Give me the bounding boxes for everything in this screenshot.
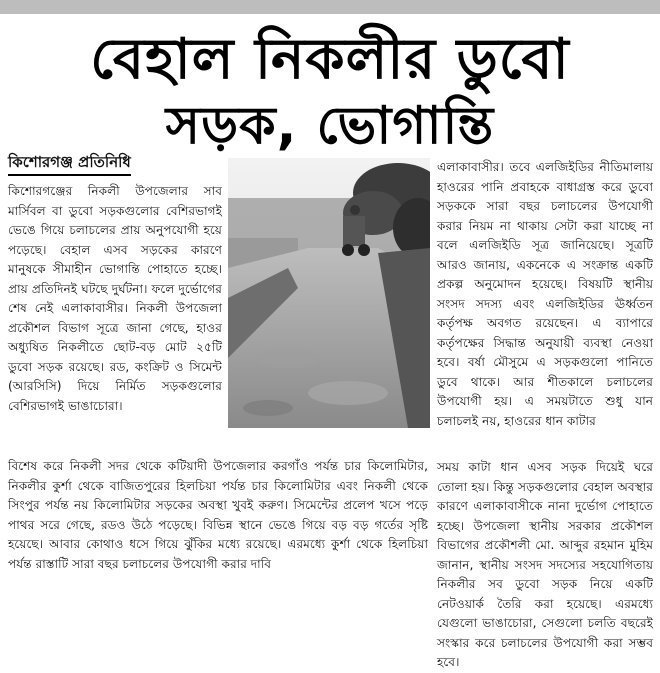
top-rule <box>0 0 660 14</box>
headline-line-2: সড়ক, ভোগান্তি <box>165 96 495 156</box>
article-right-column: এলাকাবাসীর। তবে এলজিইডির নীতিমালায় হাওরের পানি প্রবাহকে বাধাগ্রস্ত করে ডুবো সড়ককে সারা বছর চলাচলের উপযোগী করার নিয়ম না থাকায় সেটা করা যাচ্ছে না বলে এলজিইডি সূত্র জানিয়েছে। সূত্রটি আরও জানায়, একনেকে এ সংক্রান্ত একটি প্রকল্প অনুমোদন হয়েছে। বিষয়টি স্থানীয় সংসদ সদস্য এবং এলজিইডির ঊর্ধ্বতন কর্তৃপক্ষ অবগত রয়েছেন। এ ব্যাপারে কর্তৃপক্ষের সিদ্ধান্ত অনুযায়ী ব্যবস্থা নেওয়া হবে। বর্ষা মৌসুমে এ সড়কগুলো পানিতে ডুবে থাকে। আর শীতকালে চলাচলের উপযোগী হয়। এ সময়টাতে শুধু যান চলাচলই নয়, হাওরের ধান কাটার <box>437 160 653 428</box>
article-bottom-left: বিশেষ করে নিকলী সদর থেকে কটিয়াদী উপজেলার করগাঁও পর্যন্ত চার কিলোমিটার, নিকলীর কুর্শা থেকে বাজিতপুরের হিলচিয়া পর্যন্ত চার কিলোমিটার এবং নিকলী থেকে সিংপুর পর্যন্ত নয় কিলোমিটার সড়কের অবস্থা খুবই করুণ। সিমেন্টের প্রলেপ খসে পড়ে পাথর সরে গেছে, রডও উঠে পড়েছে। বিভিন্ন স্থানে ভেঙে গিয়ে বড় বড় গর্তের সৃষ্টি হয়েছে। আবার কোথাও ধসে গিয়ে ঝুঁকির মধ্যে রয়েছে। এরমধ্যে কুর্শা থেকে হিলচিয়া পর্যন্ত রাস্তাটি সারা বছর চলাচলের উপযোগী করার দাবি <box>8 459 428 571</box>
headline-line-1: বেহাল নিকলীর ডুবো <box>90 27 570 92</box>
road-photo <box>228 158 430 428</box>
article-left-column: কিশোরগঞ্জের নিকলী উপজেলার সাব মার্সিবল বা ডুবো সড়কগুলোর বেশিরভাগই ভেঙে গিয়ে চলাচলের প্রায় অনুপযোগী হয়ে পড়েছে। বেহাল এসব সড়কের কারণে মানুষকে সীমাহীন ভোগান্তি পোহাতে হচ্ছে। প্রায় প্রতিদিনই ঘটছে দুর্ঘটনা। ফলে দুর্ভোগের শেষ নেই এলাকাবাসীর। নিকলী উপজেলা প্রকৌশল বিভাগ সূত্রে জানা গেছে, হাওর অধ্যুষিত নিকলীতে ছোট-বড় মোট ২৫টি ডুবো সড়ক রয়েছে। রড, কংক্রিট ও সিমেন্ট (আরসিসি) দিয়ে নির্মিত সড়কগুলোর বেশিরভাগই ভাঙাচোরা। <box>8 184 222 413</box>
byline: কিশোরগঞ্জ প্রতিনিধি <box>8 152 131 176</box>
road-photo-illustration <box>228 158 430 428</box>
article-bottom-right: সময় কাটা ধান এসব সড়ক দিয়েই ঘরে তোলা হয়। কিন্তু সড়কগুলোর বেহাল অবস্থার কারণে এলাকাবাসীকে নানা দুর্ভোগ পোহাতে হচ্ছে। উপজেলা স্থানীয় সরকার প্রকৌশল বিভাগের প্রকৌশলী মো. আব্দুর রহমান মুহিম জানান, স্থানীয় সংসদ সদস্যের সহযোগিতায় নিকলীর সব ডুবো সড়ক নিয়ে একটি নেটওয়ার্ক তৈরি করা হয়েছে। এরমধ্যে যেগুলো ভাঙাচোরা, সেগুলো চলতি বছরেই সংস্কার করে চলাচলের উপযোগী করা সম্ভব হবে। <box>437 460 653 669</box>
